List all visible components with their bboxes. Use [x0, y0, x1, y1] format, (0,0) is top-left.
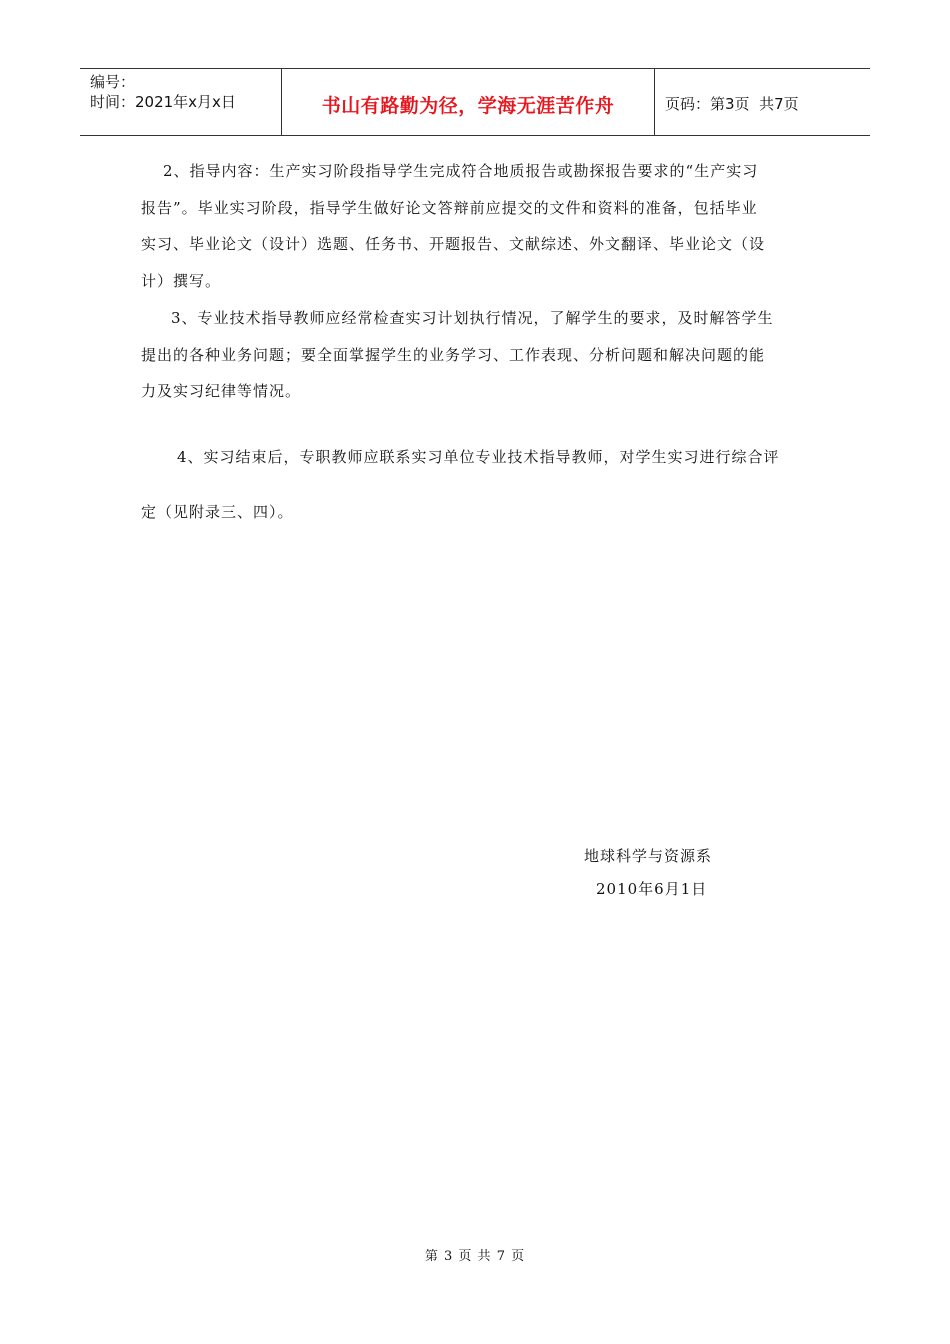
- paragraph-line: 4、实习结束后，专职教师应联系实习单位专业技术指导教师，对学生实习进行综合评: [177, 448, 780, 466]
- header-time-label: 时间：2021年x月x日: [90, 93, 236, 111]
- paragraph-3: [141, 300, 774, 410]
- paragraph-line: 力及实习纪律等情况。: [141, 382, 302, 401]
- page-header: [80, 68, 870, 136]
- header-page-info: 页码：第3页 共7页: [665, 94, 799, 113]
- paragraph-line: 实习、毕业论文（设计）选题、任务书、开题报告、文献综述、外文翻译、毕业论文（设: [141, 235, 766, 254]
- paragraph-line: 定（见附录三、四）。: [141, 503, 294, 521]
- paragraph-line: 3、专业技术指导教师应经常检查实习计划执行情况，了解学生的要求，及时解答学生: [171, 309, 774, 327]
- paragraph-line: 提出的各种业务问题；要全面掌握学生的业务学习、工作表现、分析问题和解决问题的能: [141, 345, 766, 364]
- header-motto: 书山有路勤为径，学海无涯苦作舟: [282, 69, 655, 135]
- page-footer: 第 3 页 共 7 页: [424, 1249, 526, 1264]
- header-number-label: 编号：: [90, 73, 136, 91]
- signature-date: 2010年6月1日: [596, 880, 708, 898]
- paragraph-line: 计）撰写。: [141, 271, 222, 290]
- paragraph-line: 2、指导内容：生产实习阶段指导学生完成符合地质报告或勘探报告要求的“生产实习: [163, 162, 759, 180]
- paragraph-line: 报告”。毕业实习阶段，指导学生做好论文答辩前应提交的文件和资料的准备，包括毕业: [141, 198, 758, 217]
- paragraph-4: [141, 430, 780, 540]
- header-page-info-cell: [655, 69, 870, 135]
- signature-department: 地球科学与资源系: [584, 847, 713, 865]
- paragraph-2: [141, 153, 766, 299]
- header-meta: [80, 69, 282, 135]
